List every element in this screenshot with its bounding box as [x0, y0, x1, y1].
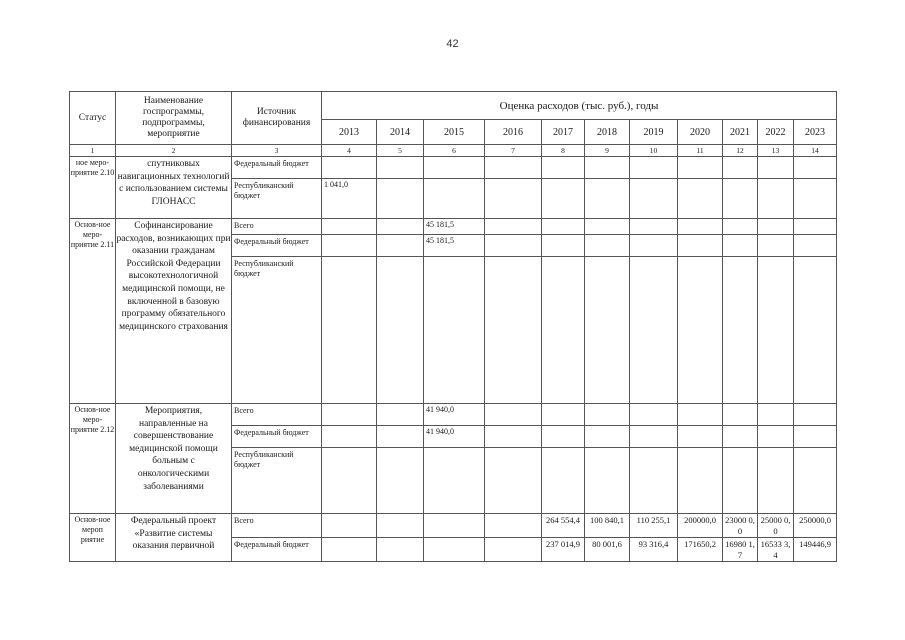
measure-name-cell: спутниковых навигационных технологий с использованием системы ГЛОНАСС — [116, 157, 232, 219]
value-cell-2018: 100 840,1 — [585, 514, 630, 538]
table-row — [70, 157, 837, 179]
value-cell-2015 — [424, 448, 485, 514]
value-cell-2020 — [678, 157, 723, 179]
table-row — [70, 404, 837, 426]
value-cell-2014 — [377, 219, 424, 235]
year-header-2017: 2017 — [542, 120, 585, 145]
year-header-2019: 2019 — [630, 120, 678, 145]
value-cell-2021: 16980 1,7 — [723, 538, 758, 562]
value-cell-2013 — [322, 235, 377, 257]
column-number: 12 — [723, 145, 758, 157]
value-cell-2013 — [322, 157, 377, 179]
value-cell-2018 — [585, 426, 630, 448]
value-cell-2017 — [542, 404, 585, 426]
table-row — [70, 514, 837, 538]
value-cell-2017 — [542, 219, 585, 235]
value-cell-2020 — [678, 404, 723, 426]
value-cell-2014 — [377, 538, 424, 562]
year-header-2018: 2018 — [585, 120, 630, 145]
value-cell-2015: 45 181,5 — [424, 219, 485, 235]
value-cell-2017 — [542, 157, 585, 179]
value-cell-2018 — [585, 219, 630, 235]
value-cell-2016 — [485, 179, 542, 219]
year-header-2022: 2022 — [758, 120, 794, 145]
value-cell-2014 — [377, 179, 424, 219]
value-cell-2017 — [542, 179, 585, 219]
value-cell-2018: 80 001,6 — [585, 538, 630, 562]
measure-name-cell: Мероприятия, направленные на совершенствование медицинской помощи больным с онкологическими заболеваниями — [116, 404, 232, 514]
value-cell-2022: 16533 3,4 — [758, 538, 794, 562]
source-cell: Федеральный бюджет — [232, 235, 322, 257]
value-cell-2016 — [485, 448, 542, 514]
value-cell-2017: 264 554,4 — [542, 514, 585, 538]
year-header-2014: 2014 — [377, 120, 424, 145]
value-cell-2019: 93 316,4 — [630, 538, 678, 562]
value-cell-2019 — [630, 426, 678, 448]
value-cell-2020 — [678, 426, 723, 448]
value-cell-2014 — [377, 448, 424, 514]
page-number: 42 — [446, 38, 459, 50]
value-cell-2013: 1 041,0 — [322, 179, 377, 219]
column-number: 7 — [485, 145, 542, 157]
value-cell-2023 — [794, 157, 837, 179]
value-cell-2018 — [585, 235, 630, 257]
value-cell-2023 — [794, 235, 837, 257]
header-source: Источник финансирования — [232, 92, 322, 145]
status-cell: Основ-ное меро-приятие 2.12 — [70, 404, 116, 514]
column-number: 1 — [70, 145, 116, 157]
value-cell-2016 — [485, 219, 542, 235]
table-row — [70, 219, 837, 235]
value-cell-2020 — [678, 257, 723, 404]
value-cell-2017: 237 014,9 — [542, 538, 585, 562]
value-cell-2013 — [322, 404, 377, 426]
value-cell-2022: 25000 0,0 — [758, 514, 794, 538]
column-number: 6 — [424, 145, 485, 157]
column-number: 8 — [542, 145, 585, 157]
value-cell-2021 — [723, 179, 758, 219]
measure-name-cell: Софинансирование расходов, возникающих при оказании гражданам Российской Федерации высокотехнологичной медицинской помощи, не включенной в базовую программу обязательного медицинского страхования — [116, 219, 232, 404]
value-cell-2015: 41 940,0 — [424, 426, 485, 448]
value-cell-2023 — [794, 448, 837, 514]
value-cell-2016 — [485, 404, 542, 426]
value-cell-2017 — [542, 448, 585, 514]
value-cell-2016 — [485, 426, 542, 448]
value-cell-2018 — [585, 404, 630, 426]
value-cell-2023 — [794, 404, 837, 426]
value-cell-2021 — [723, 219, 758, 235]
column-number: 4 — [322, 145, 377, 157]
value-cell-2023: 250000,0 — [794, 514, 837, 538]
value-cell-2019 — [630, 235, 678, 257]
source-cell: Республиканский бюджет — [232, 257, 322, 404]
value-cell-2021 — [723, 235, 758, 257]
value-cell-2018 — [585, 179, 630, 219]
value-cell-2014 — [377, 514, 424, 538]
value-cell-2021: 23000 0,0 — [723, 514, 758, 538]
value-cell-2014 — [377, 235, 424, 257]
value-cell-2014 — [377, 157, 424, 179]
value-cell-2015 — [424, 179, 485, 219]
value-cell-2018 — [585, 448, 630, 514]
column-number: 14 — [794, 145, 837, 157]
value-cell-2015 — [424, 257, 485, 404]
value-cell-2020 — [678, 235, 723, 257]
column-number: 9 — [585, 145, 630, 157]
value-cell-2013 — [322, 219, 377, 235]
value-cell-2021 — [723, 257, 758, 404]
header-status: Статус — [70, 92, 116, 145]
value-cell-2020: 200000,0 — [678, 514, 723, 538]
value-cell-2023 — [794, 219, 837, 235]
value-cell-2016 — [485, 538, 542, 562]
status-cell: Основ-ное меро-приятие 2.11 — [70, 219, 116, 404]
value-cell-2019: 110 255,1 — [630, 514, 678, 538]
status-cell: Основ-ное мероп риятие — [70, 514, 116, 562]
header-name: Наименование госпрограммы, подпрограммы, мероприятие — [116, 92, 232, 145]
value-cell-2021 — [723, 404, 758, 426]
source-cell: Всего — [232, 404, 322, 426]
value-cell-2016 — [485, 157, 542, 179]
value-cell-2023: 149446,9 — [794, 538, 837, 562]
column-number: 2 — [116, 145, 232, 157]
value-cell-2022 — [758, 448, 794, 514]
column-number: 13 — [758, 145, 794, 157]
source-cell: Федеральный бюджет — [232, 538, 322, 562]
value-cell-2022 — [758, 426, 794, 448]
value-cell-2017 — [542, 426, 585, 448]
value-cell-2015 — [424, 538, 485, 562]
source-cell: Всего — [232, 514, 322, 538]
value-cell-2016 — [485, 514, 542, 538]
value-cell-2013 — [322, 426, 377, 448]
source-cell: Всего — [232, 219, 322, 235]
value-cell-2021 — [723, 426, 758, 448]
year-header-2013: 2013 — [322, 120, 377, 145]
value-cell-2015 — [424, 514, 485, 538]
column-number: 11 — [678, 145, 723, 157]
value-cell-2020: 171650,2 — [678, 538, 723, 562]
value-cell-2017 — [542, 235, 585, 257]
value-cell-2019 — [630, 257, 678, 404]
value-cell-2022 — [758, 257, 794, 404]
value-cell-2013 — [322, 514, 377, 538]
value-cell-2018 — [585, 257, 630, 404]
value-cell-2023 — [794, 179, 837, 219]
value-cell-2020 — [678, 219, 723, 235]
value-cell-2020 — [678, 448, 723, 514]
value-cell-2014 — [377, 257, 424, 404]
value-cell-2022 — [758, 219, 794, 235]
value-cell-2019 — [630, 448, 678, 514]
value-cell-2016 — [485, 257, 542, 404]
value-cell-2019 — [630, 219, 678, 235]
source-cell: Федеральный бюджет — [232, 426, 322, 448]
value-cell-2022 — [758, 404, 794, 426]
value-cell-2015: 45 181,5 — [424, 235, 485, 257]
value-cell-2013 — [322, 257, 377, 404]
value-cell-2022 — [758, 179, 794, 219]
value-cell-2015: 41 940,0 — [424, 404, 485, 426]
source-cell: Республиканский бюджет — [232, 448, 322, 514]
value-cell-2013 — [322, 538, 377, 562]
value-cell-2023 — [794, 257, 837, 404]
year-header-2023: 2023 — [794, 120, 837, 145]
status-cell: ное меро-приятие 2.10 — [70, 157, 116, 219]
value-cell-2023 — [794, 426, 837, 448]
expenditure-table — [69, 91, 837, 562]
source-cell: Федеральный бюджет — [232, 157, 322, 179]
value-cell-2021 — [723, 448, 758, 514]
value-cell-2019 — [630, 179, 678, 219]
column-number: 10 — [630, 145, 678, 157]
value-cell-2022 — [758, 235, 794, 257]
column-number: 3 — [232, 145, 322, 157]
value-cell-2020 — [678, 179, 723, 219]
value-cell-2022 — [758, 157, 794, 179]
value-cell-2021 — [723, 157, 758, 179]
year-header-2015: 2015 — [424, 120, 485, 145]
year-header-2020: 2020 — [678, 120, 723, 145]
source-cell: Республиканский бюджет — [232, 179, 322, 219]
value-cell-2014 — [377, 426, 424, 448]
value-cell-2014 — [377, 404, 424, 426]
column-number: 5 — [377, 145, 424, 157]
value-cell-2019 — [630, 157, 678, 179]
measure-name-cell: Федеральный проект «Развитие системы оказания первичной — [116, 514, 232, 562]
value-cell-2016 — [485, 235, 542, 257]
value-cell-2019 — [630, 404, 678, 426]
value-cell-2013 — [322, 448, 377, 514]
year-header-2021: 2021 — [723, 120, 758, 145]
header-estimate: Оценка расходов (тыс. руб.), годы — [322, 92, 837, 120]
value-cell-2017 — [542, 257, 585, 404]
value-cell-2018 — [585, 157, 630, 179]
value-cell-2015 — [424, 157, 485, 179]
year-header-2016: 2016 — [485, 120, 542, 145]
